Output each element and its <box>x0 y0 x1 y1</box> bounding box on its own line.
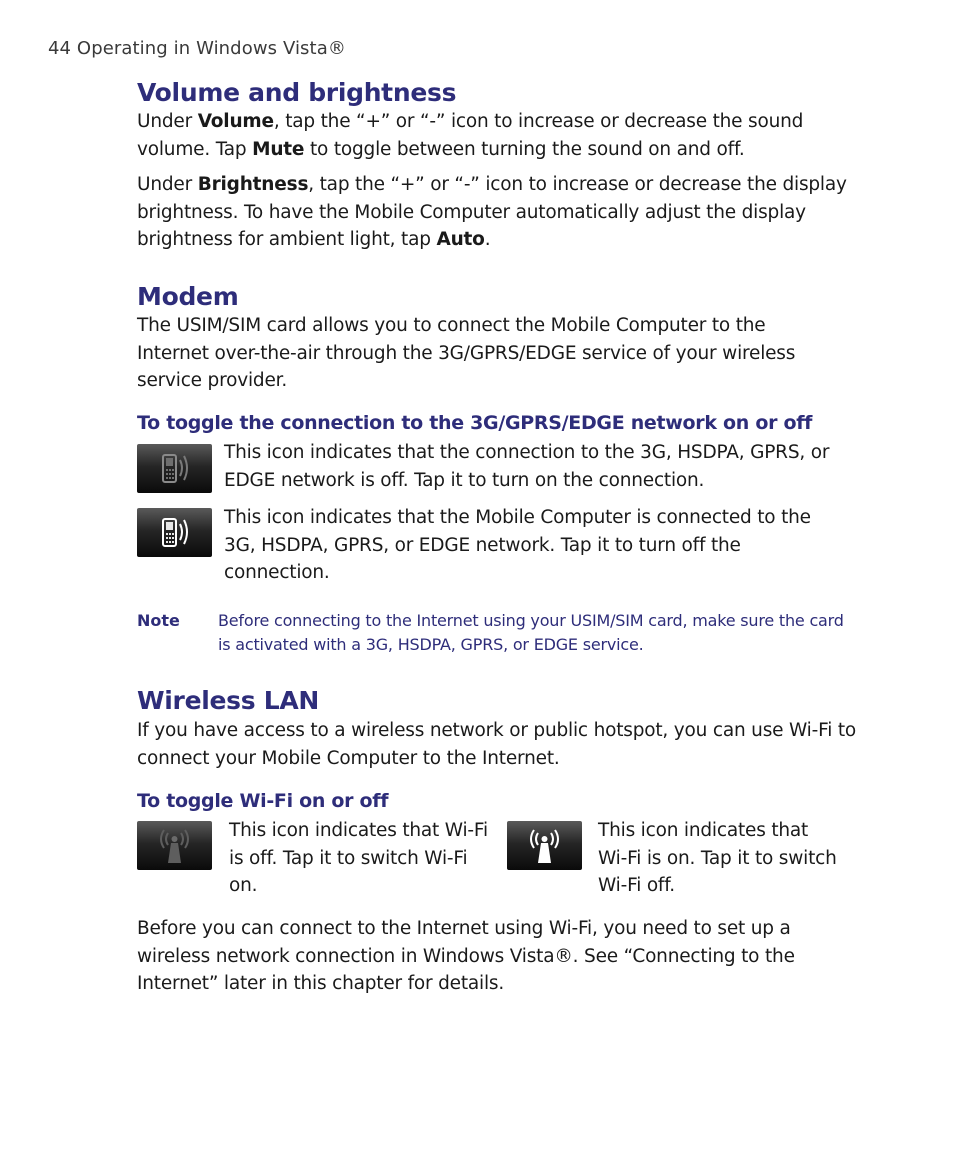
brightness-paragraph <box>137 171 852 254</box>
note-text: Before connecting to the Internet using your USIM/SIM card, make sure the card is activated with a 3G, HSDPA, GPRS, or EDGE service. <box>218 611 844 654</box>
text-run: Under <box>137 174 198 195</box>
volume-paragraph <box>137 108 837 163</box>
text-run: . <box>484 229 491 250</box>
text-run: , tap the “+” or “-” icon to increase or decrease the sound volume. Tap <box>137 111 804 160</box>
note-label: Note <box>137 611 180 630</box>
wireless-subheading: To toggle Wi-Fi on or off <box>137 790 389 812</box>
modem-off-description: This icon indicates that the connection to the 3G, HSDPA, GPRS, or EDGE network is off. Tap it to turn on the connection. <box>224 442 830 491</box>
wifi-off-description: This icon indicates that Wi-Fi is off. Tap it to switch Wi-Fi on. <box>229 820 488 896</box>
text-run: to toggle between turning the sound on and off. <box>304 138 745 160</box>
wireless-closing-paragraph: Before you can connect to the Internet using Wi-Fi, you need to set up a wireless network connection in Windows Vista®. See “Connecting to the Internet” later in this chapter for details. <box>137 918 795 994</box>
wifi-on-icon[interactable] <box>507 821 582 870</box>
modem-intro: The USIM/SIM card allows you to connect the Mobile Computer to the Internet over-the-air through the 3G/GPRS/EDGE service of your wireless service provider. <box>137 315 796 391</box>
text-run: , tap the “+” or “-” icon to increase or decrease the display brightness. To have the Mobile Computer automatically adjust the display brightness for ambient light, tap <box>137 174 847 250</box>
term-auto: Auto <box>436 229 485 250</box>
wireless-intro: If you have access to a wireless network or public hotspot, you can use Wi-Fi to connect your Mobile Computer to the Internet. <box>137 720 856 769</box>
section-title-modem: Modem <box>137 282 239 311</box>
wifi-off-icon[interactable] <box>137 821 212 870</box>
term-mute: Mute <box>252 138 305 160</box>
term-brightness: Brightness <box>197 174 309 195</box>
modem-subheading: To toggle the connection to the 3G/GPRS/EDGE network on or off <box>137 412 813 434</box>
running-head: 44 Operating in Windows Vista® <box>48 38 346 59</box>
term-volume: Volume <box>197 111 274 132</box>
mobile-signal-off-icon[interactable] <box>137 444 212 493</box>
wifi-on-description: This icon indicates that Wi-Fi is on. Tap it to switch Wi-Fi off. <box>598 820 837 896</box>
text-run: Under <box>137 111 198 132</box>
modem-on-description: This icon indicates that the Mobile Computer is connected to the 3G, HSDPA, GPRS, or EDGE network. Tap it to turn off the connection. <box>224 507 811 583</box>
section-title-wireless-lan: Wireless LAN <box>137 686 320 715</box>
mobile-signal-on-icon[interactable] <box>137 508 212 557</box>
section-title-volume: Volume and brightness <box>137 78 457 107</box>
